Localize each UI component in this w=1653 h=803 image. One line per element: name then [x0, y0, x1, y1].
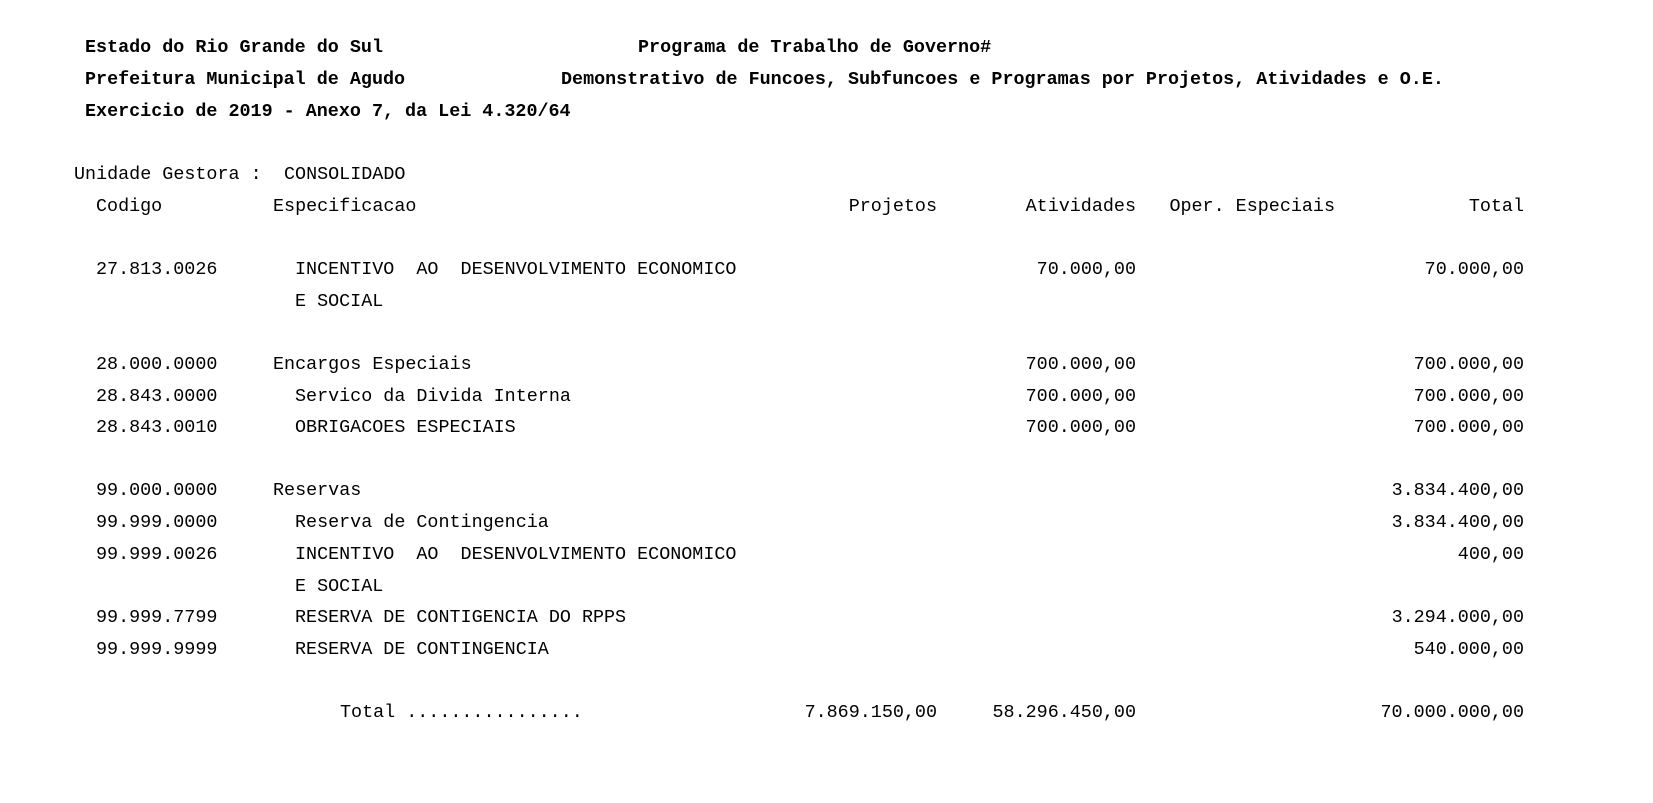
column-header-code: Codigo — [96, 196, 163, 217]
header-state: Estado do Rio Grande do Sul — [85, 37, 383, 58]
column-header-projects: Projetos — [848, 196, 937, 217]
row-total: 540.000,00 — [1413, 639, 1524, 660]
row-activities: 700.000,00 — [1025, 386, 1136, 407]
row-spec: Reserva de Contingencia — [295, 512, 549, 533]
report-subtitle: Demonstrativo de Funcoes, Subfuncoes e Programas por Projetos, Atividades e O.E. — [561, 69, 1444, 90]
row-spec: OBRIGACOES ESPECIAIS — [295, 417, 516, 438]
row-spec: Encargos Especiais — [273, 354, 472, 375]
row-total: 70.000,00 — [1424, 259, 1524, 280]
totals-total: 70.000.000,00 — [1380, 702, 1524, 723]
row-code: 28.000.0000 — [96, 354, 218, 375]
row-code: 99.000.0000 — [96, 480, 218, 501]
row-activities: 70.000,00 — [1036, 259, 1136, 280]
column-header-special: Oper. Especiais — [1169, 196, 1335, 217]
column-header-activities: Atividades — [1025, 196, 1136, 217]
row-code: 99.999.7799 — [96, 607, 218, 628]
row-activities: 700.000,00 — [1025, 354, 1136, 375]
row-total: 3.834.400,00 — [1391, 480, 1524, 501]
row-spec: RESERVA DE CONTINGENCIA — [295, 639, 549, 660]
totals-label: Total ................ — [340, 702, 583, 723]
row-spec-continued: E SOCIAL — [295, 576, 384, 597]
row-spec: Servico da Divida Interna — [295, 386, 571, 407]
row-spec: Reservas — [273, 480, 362, 501]
column-header-spec: Especificacao — [273, 196, 417, 217]
totals-activities: 58.296.450,00 — [992, 702, 1136, 723]
row-spec: INCENTIVO AO DESENVOLVIMENTO ECONOMICO — [295, 259, 737, 280]
row-total: 400,00 — [1457, 544, 1524, 565]
report-title: Programa de Trabalho de Governo# — [638, 37, 992, 58]
row-total: 700.000,00 — [1413, 386, 1524, 407]
header-municipality: Prefeitura Municipal de Agudo — [85, 69, 406, 90]
row-total: 3.294.000,00 — [1391, 607, 1524, 628]
row-code: 99.999.0026 — [96, 544, 218, 565]
unit-value: CONSOLIDADO — [284, 164, 406, 185]
row-code: 99.999.9999 — [96, 639, 218, 660]
totals-projects: 7.869.150,00 — [804, 702, 937, 723]
row-total: 700.000,00 — [1413, 417, 1524, 438]
column-header-total: Total — [1468, 196, 1524, 217]
row-spec: INCENTIVO AO DESENVOLVIMENTO ECONOMICO — [295, 544, 737, 565]
row-code: 27.813.0026 — [96, 259, 218, 280]
row-spec: RESERVA DE CONTIGENCIA DO RPPS — [295, 607, 627, 628]
row-spec-continued: E SOCIAL — [295, 291, 384, 312]
row-code: 28.843.0000 — [96, 386, 218, 407]
row-activities: 700.000,00 — [1025, 417, 1136, 438]
header-exercise: Exercicio de 2019 - Anexo 7, da Lei 4.320/64 — [85, 101, 571, 122]
row-total: 3.834.400,00 — [1391, 512, 1524, 533]
unit-label: Unidade Gestora : — [74, 164, 262, 185]
row-code: 28.843.0010 — [96, 417, 218, 438]
row-total: 700.000,00 — [1413, 354, 1524, 375]
row-code: 99.999.0000 — [96, 512, 218, 533]
